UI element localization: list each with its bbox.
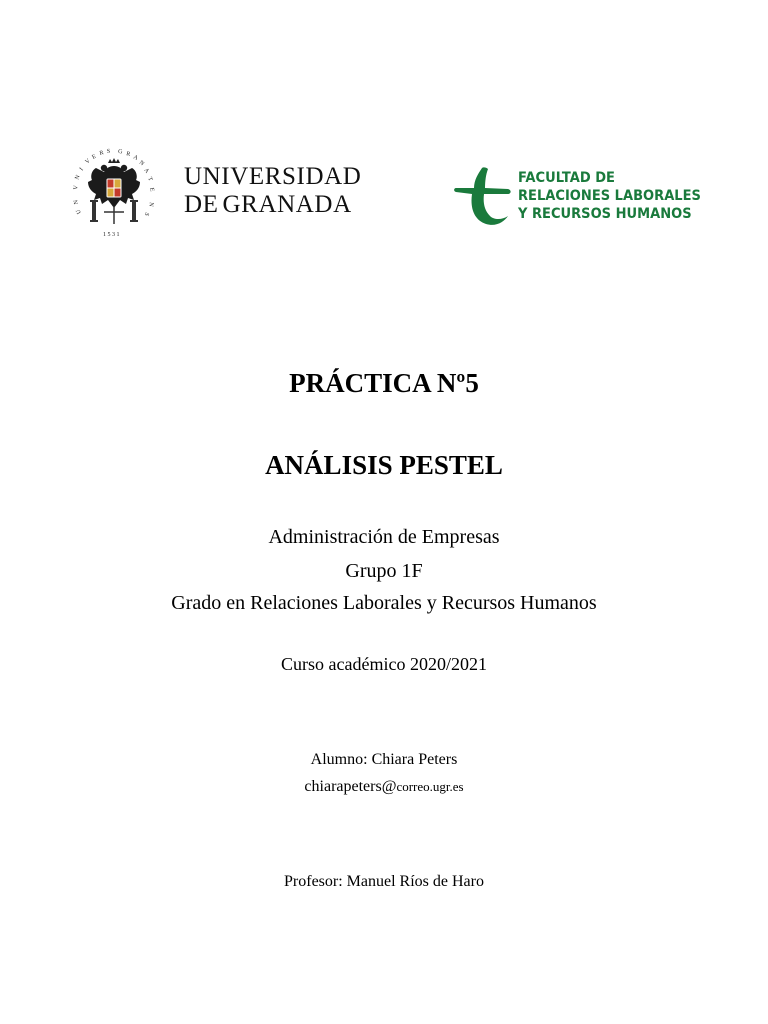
svg-text:S: S [142,211,150,217]
university-name-prefix: DE [184,191,219,218]
university-name-line1: UNIVERSIDAD [184,163,362,190]
email-domain: correo.ugr.es [396,779,464,794]
svg-text:V: V [84,158,92,166]
academic-year: Curso académico 2020/2021 [281,654,487,674]
email-user: chiarapeters@ [304,778,397,795]
svg-text:N: N [74,174,82,181]
svg-text:G: G [117,149,123,156]
group-name: Grupo 1F [345,560,423,582]
student-email [0,778,768,796]
svg-text:T: T [146,176,154,183]
svg-text:N: N [73,199,80,205]
university-seal-icon [70,148,158,240]
svg-text:A: A [132,154,139,162]
university-logo [70,148,400,240]
svg-text:V: V [73,185,80,191]
university-name-line2 [184,192,361,217]
svg-text:N: N [137,159,145,168]
subject-name: Administración de Empresas [268,526,500,548]
professor-name: Profesor: Manuel Ríos de Haro [284,873,484,890]
practice-title: PRÁCTICA Nº5 [289,368,479,398]
svg-text:A: A [142,167,150,175]
faculty-name [518,169,701,223]
svg-text:E: E [91,153,98,161]
faculty-emblem-icon [452,164,514,230]
faculty-name-line3: Y RECURSOS HUMANOS [518,206,692,222]
svg-text:1 5 3 1: 1 5 3 1 [103,232,120,238]
svg-text:S: S [106,148,111,155]
svg-text:U: U [75,208,83,215]
svg-text:N: N [147,201,154,207]
svg-text:R: R [125,151,131,158]
svg-text:R: R [99,150,105,157]
svg-text:E: E [148,187,155,192]
student-name: Alumno: Chiara Peters [310,751,458,768]
degree-name: Grado en Relaciones Laborales y Recursos Humanos [171,592,597,614]
faculty-logo [452,164,712,230]
faculty-name-line2: RELACIONES LABORALES [518,188,701,204]
svg-text:I: I [78,166,85,173]
university-name-city: GRANADA [222,191,352,218]
analysis-title: ANÁLISIS PESTEL [265,450,503,480]
faculty-name-line1: FACULTAD DE [518,170,615,186]
university-wordmark [184,164,361,217]
